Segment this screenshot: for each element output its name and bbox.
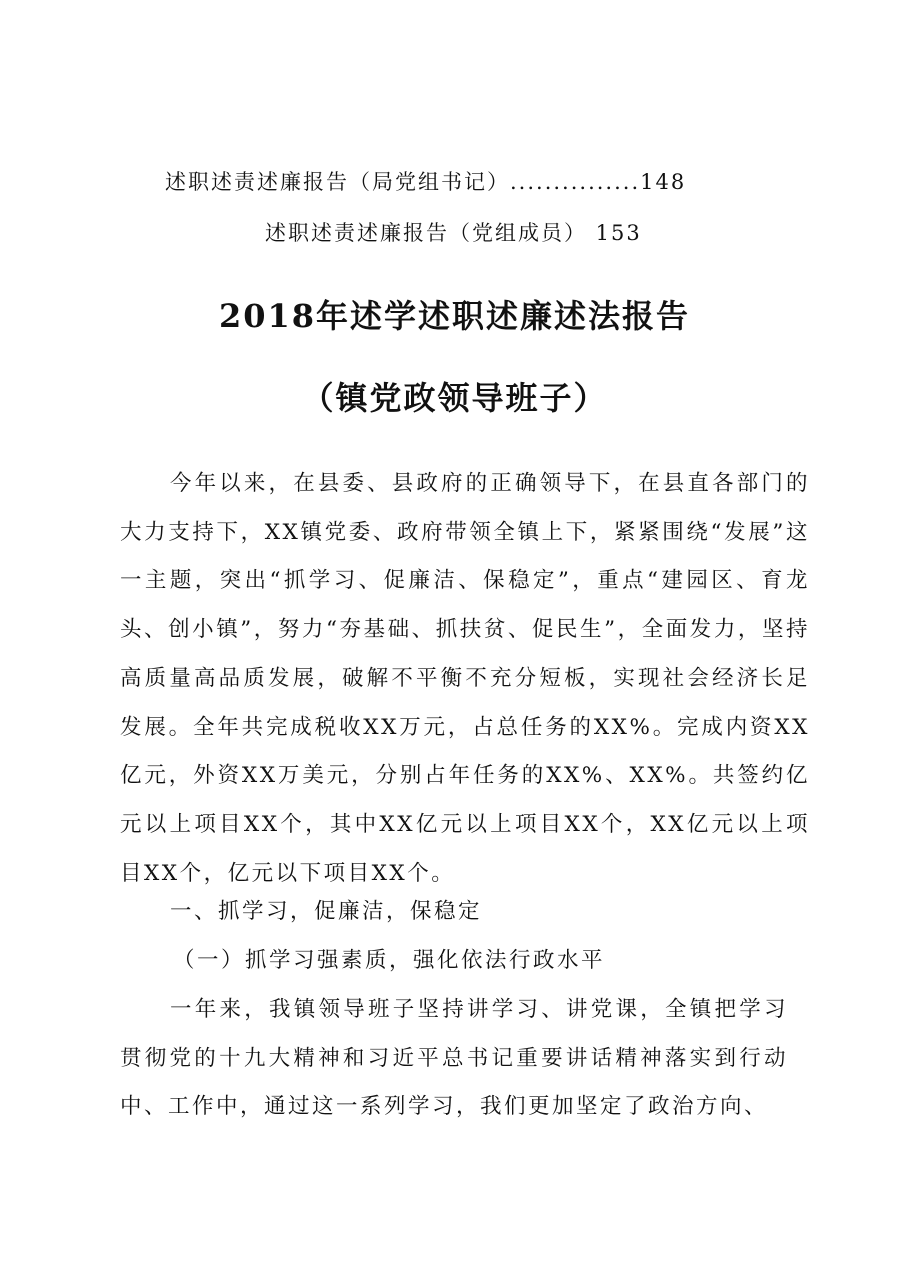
subsection-heading: （一）抓学习强素质，强化依法行政水平 [173, 948, 606, 973]
document-subtitle: （镇党政领导班子） [301, 379, 608, 417]
toc-entry[interactable]: 述职述责述廉报告（局党组书记）...............148 [165, 170, 687, 194]
body-paragraph: 今年以来，在县委、县政府的正确领导下，在县直各部门的大力支持下，XX镇党委、政府带领全镇上下，紧紧围绕“发展”这一主题，突出“抓学习、促廉洁、保稳定”，重点“建园区、育龙头、创小镇”，努力“夯基础、抓扶贫、促民生”，全面发力，坚持高质量高品质发展，破解不平衡不充分短板，实现社会经济长足发展。全年共完成税收XX万元，占总任务的XX%。完成内资XX亿元，外资XX万美元，分别占年任务的XX%、XX%。共签约亿元以上项目XX个，其中XX亿元以上项目XX个，XX亿元以上项目XX个，亿元以下项目XX个。 [120, 471, 810, 886]
toc-entry[interactable]: 述职述责述廉报告（党组成员） 153 [265, 221, 642, 245]
document-title: 2018年述学述职述廉述法报告 [218, 297, 691, 335]
body-paragraph: 一年来，我镇领导班子坚持讲学习、讲党课，全镇把学习贯彻党的十九大精神和习近平总书记重要讲话精神落实到行动中、工作中，通过这一系列学习，我们更加坚定了政治方向、 [120, 997, 788, 1120]
section-heading: 一、抓学习，促廉洁，保稳定 [170, 899, 483, 924]
